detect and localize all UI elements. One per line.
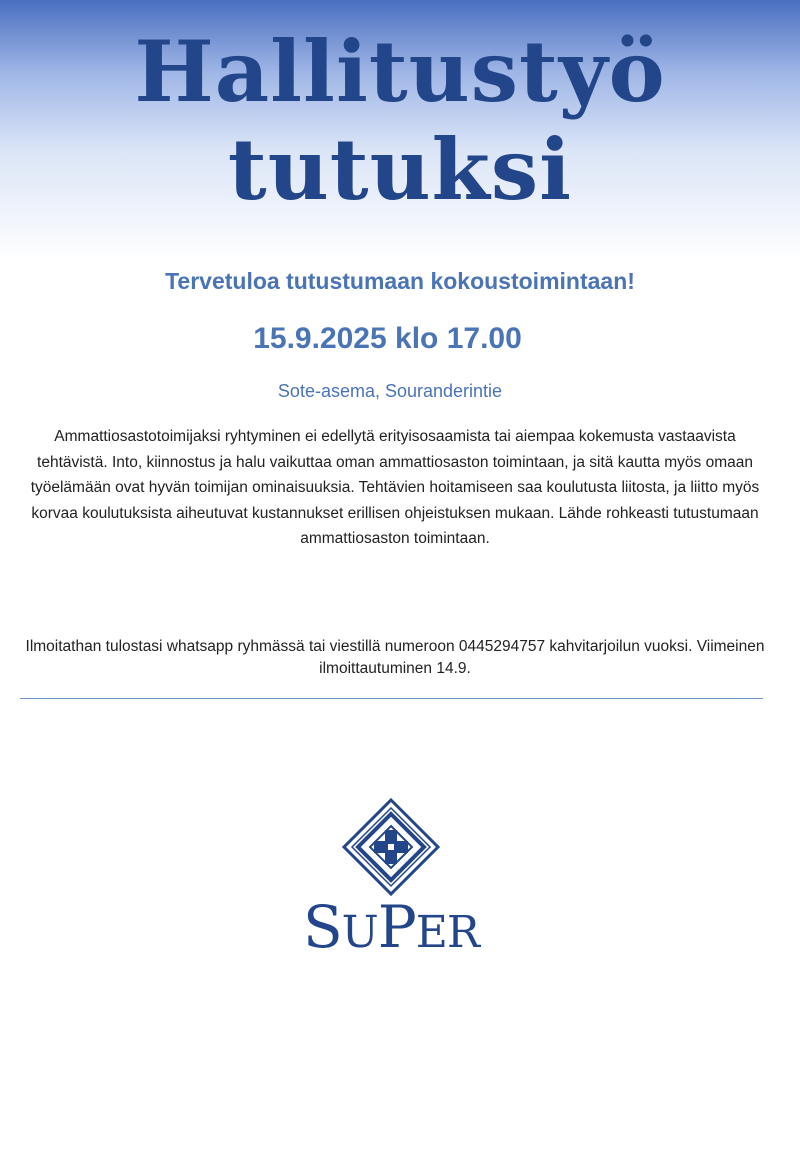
event-location: Sote-asema, Souranderintie bbox=[277, 381, 503, 401]
divider bbox=[20, 698, 763, 699]
page-title-line2: tutuksi bbox=[227, 120, 573, 219]
page-title-line1: Hallitustyö bbox=[134, 22, 666, 121]
cross-diamond-icon bbox=[342, 798, 440, 896]
super-logo-wordmark: SUPER bbox=[302, 893, 480, 961]
welcome-heading: Tervetuloa tutustumaan kokoustoimintaan! bbox=[165, 268, 635, 294]
registration-note: Ilmoitathan tulostasi whatsapp ryhmässä tai viestillä numeroon 0445294757 kahvitarjoilun vuoksi. Viimeinen ilmoittautuminen 14.9. bbox=[25, 638, 765, 677]
description-paragraph: Ammattiosastotoimijaksi ryhtyminen ei edellytä erityisosaamista tai aiempaa kokemusta vastaavista tehtävistä. Into, kiinnostus ja halu vaikuttaa oman ammattiosaston toimintaan, ja sitä kautta myös omaan työelämään ovat hyvän toimijan ominaisuuksia. Tehtävien hoitamiseen saa koulutusta liitosta, ja liitto myös korvaa koulutuksista aiheutuvat kustannukset erillisen ohjeistuksen mukaan. Lähde rohkeasti tutustumaan ammattiosaston toimintaan. bbox=[30, 428, 760, 547]
event-datetime: 15.9.2025 klo 17.00 bbox=[253, 322, 522, 355]
